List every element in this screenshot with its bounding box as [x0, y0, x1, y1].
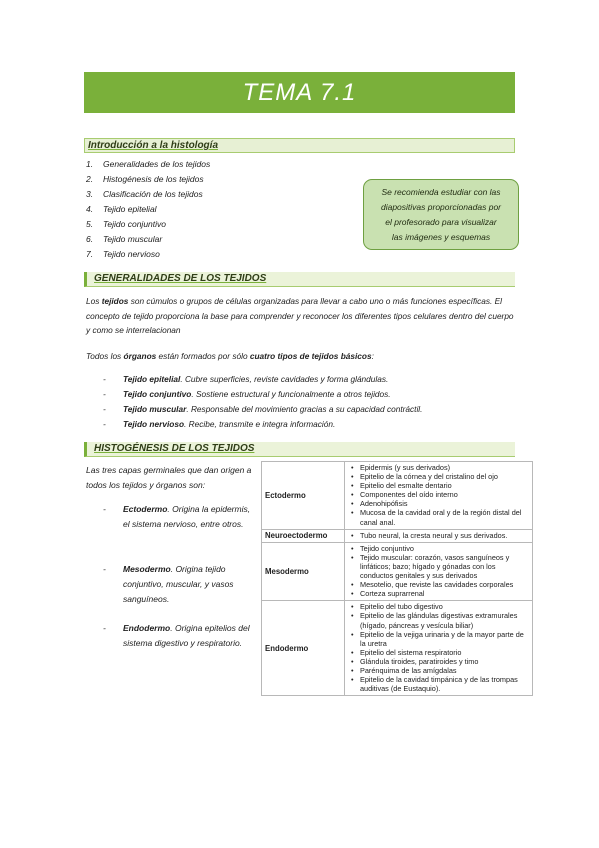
derivative-item: • Epitelio de la córnea y del cristalino del ojo — [360, 472, 529, 481]
layer-name: Endodermo — [262, 601, 345, 696]
derivative-item: • Epitelio del sistema respiratorio — [360, 648, 529, 657]
germ-layer-item: - Mesodermo. Origina tejido conjuntivo, muscular, y vasos sanguíneos. — [103, 564, 234, 604]
tissue-types-list — [103, 372, 422, 432]
toc-item: 2. Histogénesis de los tejidos — [86, 174, 204, 184]
layer-name: Mesodermo — [262, 542, 345, 601]
derivative-item: • Parénquima de las amígdalas — [360, 666, 529, 675]
derivative-item: • Epitelio de la cavidad timpánica y de las trompas auditivas (de Eustaquio). — [360, 675, 529, 693]
table-row — [262, 542, 533, 601]
title-banner — [84, 72, 515, 113]
derivative-item: • Tubo neural, la cresta neural y sus derivados. — [360, 531, 529, 540]
tissue-type-item: - Tejido conjuntivo. Sostiene estructural y funcionalmente a otros tejidos. — [103, 389, 391, 399]
derivative-item: • Glándula tiroides, paratiroides y timo — [360, 657, 529, 666]
histogenesis-heading: HISTOGÉNESIS DE LOS TEJIDOS — [84, 442, 515, 457]
layer-name: Neuroectodermo — [262, 529, 345, 542]
tissue-type-item: - Tejido muscular. Responsable del movimiento gracias a su capacidad contráctil. — [103, 404, 423, 414]
toc-item: 4. Tejido epitelial — [86, 204, 157, 214]
derivative-item: • Tejido conjuntivo — [360, 544, 529, 553]
table-row — [262, 529, 533, 542]
tissue-type-item: - Tejido nervioso. Recibe, transmite e integra información. — [103, 419, 336, 429]
table-of-contents — [86, 157, 210, 262]
derivative-item: • Corteza suprarrenal — [360, 589, 529, 598]
tissue-type-item: - Tejido epitelial. Cubre superficies, reviste cavidades y forma glándulas. — [103, 374, 389, 384]
derivative-item: • Epitelio del esmalte dentario — [360, 481, 529, 490]
generalidades-heading: GENERALIDADES DE LOS TEJIDOS — [84, 272, 515, 287]
tejidos-definition: Los tejidos son cúmulos o grupos de células organizadas para llevar a cabo uno o más funciones específicas. El concepto de tejido proporciona la base para comprender y reconocer los diferentes tipos celulares dentro del cuerpo y como se interrelacionan — [86, 296, 514, 335]
layer-name: Ectodermo — [262, 462, 345, 530]
germ-layer-item: - Ectodermo. Origina la epidermis, el sistema nervioso, entre otros. — [103, 504, 251, 529]
toc-item: 5. Tejido conjuntivo — [86, 219, 167, 229]
derivative-item: • Mucosa de la cavidad oral y de la región distal del canal anal. — [360, 508, 529, 526]
germ-layer-item: - Endodermo. Origina epitelios del sistema digestivo y respiratorio. — [103, 623, 250, 648]
page-title: TEMA 7.1 — [242, 78, 357, 106]
derivative-item: • Epidermis (y sus derivados) — [360, 463, 529, 472]
toc-item: 7. Tejido nervioso — [86, 249, 160, 259]
table-row — [262, 601, 533, 696]
derivative-item: • Tejido muscular: corazón, vasos sanguíneos y linfáticos; bazo; hígado y gónadas con los conductos genitales y sus derivados — [360, 553, 529, 580]
derivative-item: • Componentes del oído interno — [360, 490, 529, 499]
derivative-item: • Epitelio de las glándulas digestivas extramurales (hígado, páncreas y vesícula biliar) — [360, 611, 529, 629]
table-row — [262, 462, 533, 530]
derivative-item: • Epitelio de la vejiga urinaria y de la mayor parte de la uretra — [360, 630, 529, 648]
organos-statement: Todos los órganos están formados por sólo cuatro tipos de tejidos básicos: — [86, 351, 374, 361]
derivative-item: • Epitelio del tubo digestivo — [360, 602, 529, 611]
derivative-item: • Adenohipófisis — [360, 499, 529, 508]
derivative-item: • Mesotelio, que reviste las cavidades corporales — [360, 580, 529, 589]
study-note: Se recomienda estudiar con las diapositivas proporcionadas por el profesorado para visualizar las imágenes y esquemas — [363, 179, 519, 250]
toc-item: 1. Generalidades de los tejidos — [86, 159, 211, 169]
toc-item: 6. Tejido muscular — [86, 234, 163, 244]
intro-heading: Introducción a la histología — [84, 138, 515, 153]
toc-item: 3. Clasificación de los tejidos — [86, 189, 203, 199]
germ-layers-intro: Las tres capas germinales que dan origen a todos los tejidos y órganos son: — [86, 465, 252, 490]
germ-layer-table — [261, 461, 533, 696]
